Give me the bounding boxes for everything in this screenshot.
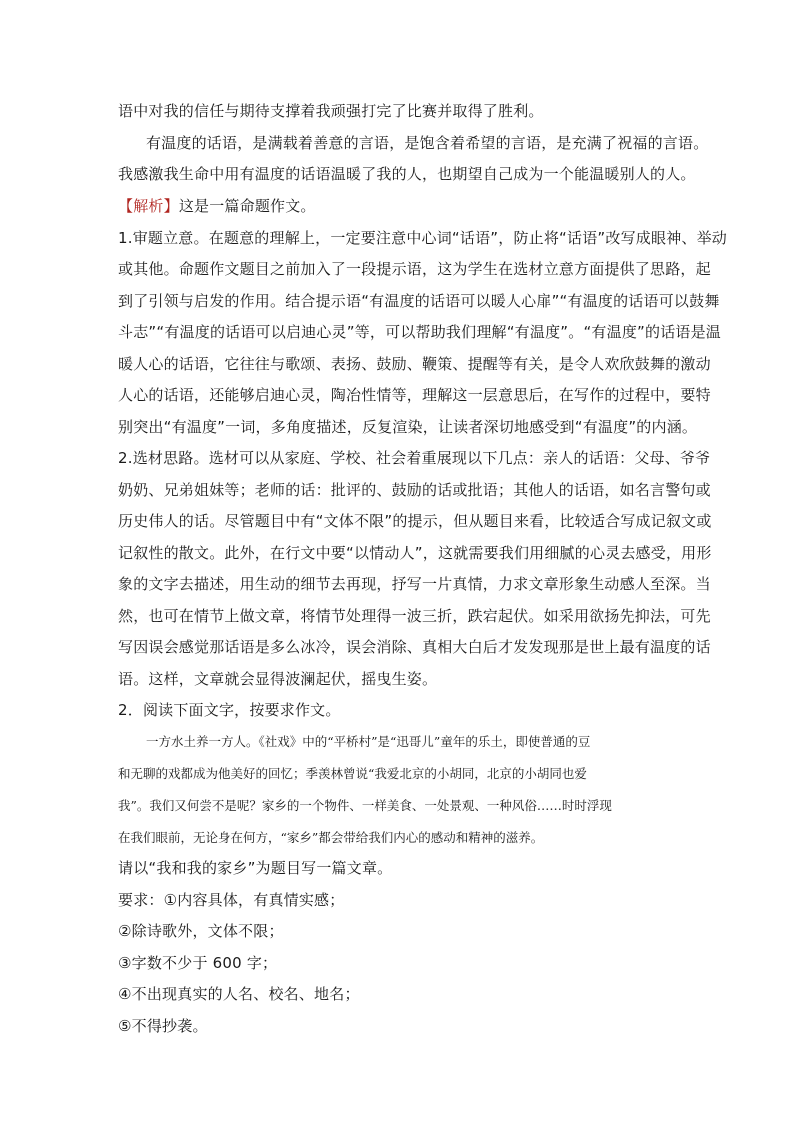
analysis-line: 到了引领与启发的作用。结合提示语“有温度的话语可以暖人心扉”“有温度的话语可以鼓舞 (118, 292, 720, 310)
analysis-line: 人心的话语，还能够启迪心灵，陶冶性情等，理解这一层意思后，在写作的过程中，要特 (118, 386, 711, 404)
essay-paragraph-line: 我感激我生命中用有温度的话语温暖了我的人，也期望自己成为一个能温暖别人的人。 (118, 165, 696, 183)
requirement-item: ②除诗歌外，文体不限； (118, 922, 284, 940)
requirement-item: ⑤不得抄袭。 (118, 1017, 208, 1035)
analysis-line: 暖人心的话语，它往往与歌颂、表扬、鼓励、鞭策、提醒等有关，是令人欢欣鼓舞的激动 (118, 355, 711, 373)
reading-passage-line: 在我们眼前，无论身在何方，“家乡”都会带给我们内心的感动和精神的滋养。 (118, 830, 544, 845)
essay-line: 语中对我的信任与期待支撑着我顽强打完了比赛并取得了胜利。 (118, 102, 544, 120)
analysis-line: 斗志”“有温度的话语可以启迪心灵”等，可以帮助我们理解“有温度”。“有温度”的话语是温 (118, 323, 722, 341)
requirement-item: ③字数不少于 600 字； (118, 954, 278, 972)
analysis-line: 象的文字去描述，用生动的细节去再现，抒写一片真情，力求文章形象生动感人至深。当 (118, 575, 711, 593)
analysis-label: 【解析】 (118, 197, 179, 215)
requirement-item: 要求：①内容具体，有真情实感； (118, 891, 345, 909)
analysis-line: 或其他。命题作文题目之前加入了一段提示语，这为学生在选材立意方面提供了思路，起 (118, 260, 711, 278)
analysis-heading (118, 196, 316, 216)
essay-paragraph-line: 有温度的话语，是满载着善意的言语，是饱含着希望的言语，是充满了祝福的言语。 (146, 134, 709, 152)
analysis-line: 记叙性的散文。此外，在行文中要“以情动人”，这就需要我们用细腻的心灵去感受，用形 (118, 544, 712, 562)
analysis-line: 别突出“有温度”一词，多角度描述，反复渲染，让读者深切地感受到“有温度”的内涵。 (118, 418, 698, 436)
writing-prompt: 请以“我和我的家乡”为题目写一篇文章。 (118, 859, 393, 877)
analysis-line: 写因误会感觉那话语是多么冰冷，误会消除、真相大白后才发发现那是世上最有温度的话 (118, 638, 711, 656)
analysis-line: 语。这样，文章就会显得波澜起伏，摇曳生姿。 (118, 670, 438, 688)
reading-passage-line: 和无聊的戏都成为他美好的回忆；季羡林曾说“我爱北京的小胡同，北京的小胡同也爱 (118, 766, 587, 781)
question-heading: 2．阅读下面文字，按要求作文。 (118, 701, 341, 719)
analysis-line: 然，也可在情节上做文章，将情节处理得一波三折，跌宕起伏。如采用欲扬先抑法，可先 (118, 607, 711, 625)
analysis-line: 2.选材思路。选材可以从家庭、学校、社会着重展现以下几点：亲人的话语：父母、爷爷 (118, 449, 711, 467)
reading-passage-line: 一方水土养一方人。《社戏》中的“平桥村”是“迅哥儿”童年的乐土，即使普通的豆 (146, 734, 591, 749)
analysis-line: 奶奶、兄弟姐妹等；老师的话：批评的、鼓励的话或批语；其他人的话语，如名言警句或 (118, 481, 711, 499)
reading-passage-line: 我”。我们又何尝不是呢？家乡的一个物件、一样美食、一处景观、一种风俗……时时浮现 (118, 798, 612, 813)
analysis-intro: 这是一篇命题作文。 (178, 197, 316, 215)
analysis-line: 历史伟人的话。尽管题目中有“文体不限”的提示，但从题目来看，比较适合写成记叙文或 (118, 512, 712, 530)
analysis-line: 1.审题立意。在题意的理解上，一定要注意中心词“话语”，防止将“话语”改写成眼神、举动 (118, 229, 727, 247)
requirement-item: ④不出现真实的人名、校名、地名； (118, 985, 360, 1003)
